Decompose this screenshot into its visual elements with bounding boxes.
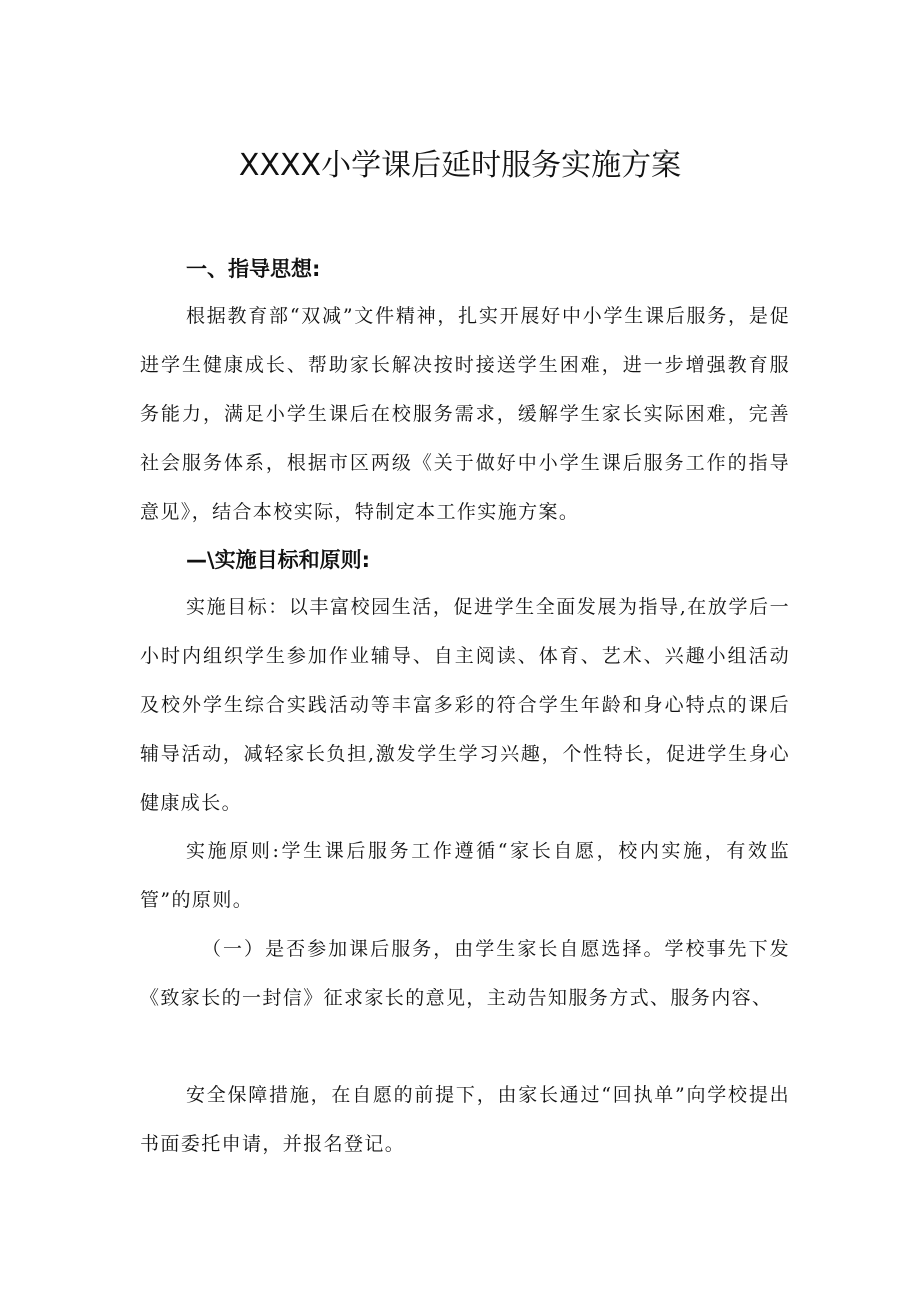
paragraph-principles: 实施原则:学生课后服务工作遵循“家长自愿，校内实施，有效监管”的原则。 [140, 840, 790, 911]
paragraph-goals: 实施目标：以丰富校园生活，促进学生全面发展为指导,在放学后一小时内组织学生参加作业辅导、自主阅读、体育、艺术、兴趣小组活动及校外学生综合实践活动等丰富多彩的符合学生年龄和身心特点的课后辅导活动，减轻家长负担,激发学生学习兴趣，个性特长，促进学生身心健康成长。 [140, 596, 790, 814]
paragraph-guiding-ideology: 根据教育部“双减”文件精神，扎实开展好中小学生课后服务，是促进学生健康成长、帮助家长解决按时接送学生困难，进一步增强教育服务能力，满足小学生课后在校服务需求，缓解学生家长实际困难，完善社会服务体系，根据市区两级《关于做好中小学生课后服务工作的指导意见》，结合本校实际，特制定本工作实施方案。 [140, 305, 790, 523]
paragraph-voluntary-selection: （一）是否参加课后服务，由学生家长自愿选择。学校事先下发《致家长的一封信》征求家长的意见，主动告知服务方式、服务内容、 [140, 938, 790, 1009]
section-heading-goals-principles: —\实施目标和原则: [186, 548, 371, 572]
paragraph-safety-measures: 安全保障措施，在自愿的前提下，由家长通过“回执单”向学校提出书面委托申请，并报名登记。 [140, 1084, 790, 1155]
document-title: XXXX小学课后延时服务实施方案 [238, 148, 682, 183]
section-heading-guiding-ideology: 一、指导思想: [186, 257, 321, 281]
